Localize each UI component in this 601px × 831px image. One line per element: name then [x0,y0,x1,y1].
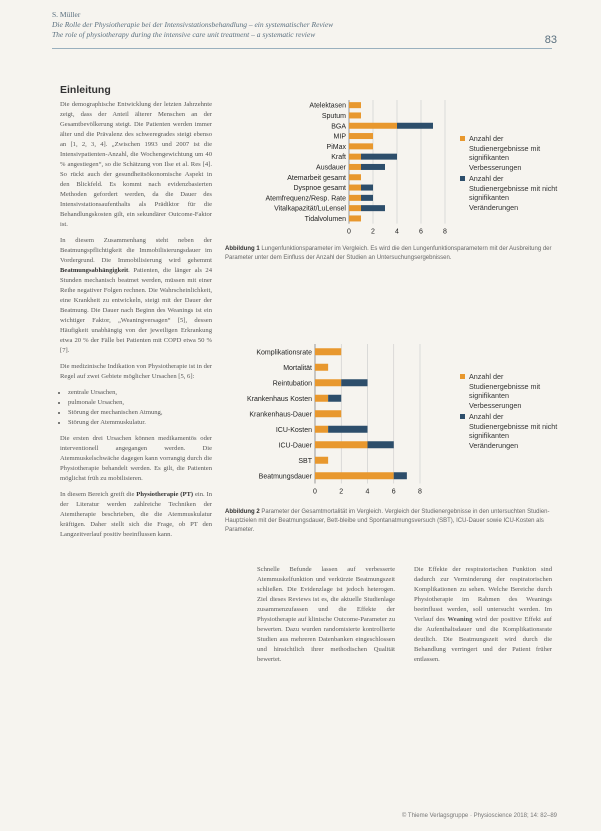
running-header [52,10,552,40]
bar-segment [349,215,361,221]
bar-segment [361,154,397,160]
x-tick-label: 6 [391,488,396,496]
list-item: • Störung der mechanischen Atmung, [68,408,212,418]
figure-1-legend [460,134,560,214]
category-label: Mortalität [283,364,312,372]
section-title: Einleitung [60,84,111,96]
category-label: Krankenhaus-Dauer [249,411,312,419]
cause-list [60,388,212,428]
x-tick-label: 4 [365,488,370,496]
list-item: • pulmonale Ursachen, [68,398,212,408]
bar-segment [349,112,361,118]
category-label: Reintubation [272,380,312,388]
figure-2-caption: Abbildung 2 Parameter der Gesamtmortalität im Vergleich. Vergleich der Studienergebnisse in den untersuchten Studien-Hauptzielen mit der Beatmungsdauer, Bett-bleibe und Spontanatmungsversuch (SBT), ICU-Dauer sowie ICU-Kosten als Parameter. [225,509,550,533]
legend-item-significant: Anzahl der Studienergebnisse mit signifikanten Verbesserungen [460,134,560,172]
figure-2-legend [460,372,560,452]
legend-swatch [460,414,465,419]
legend-item-nonsignificant: Anzahl der Studienergebnisse mit nicht signifikanten Veränderungen [460,174,560,212]
body-column-2: Schnelle Befunde lassen auf verbesserte Atemmuskelfunktion und verkürzte Beatmungszeit schließen. Die Evidenzlage ist jedoch heterogen. Ziel dieses Reviews ist es, die aktuelle Studienlage zusammenzufassen und die Effekte der Physiotherapie auf klinische Outcome-Parameter zu bewerten. Dazu wurden randomisierte kontrollierte Studien aus mehreren Datenbanken eingeschlossen und hinsichtlich ihrer methodischen Qualität bewertet. [257,566,395,663]
bar-segment [368,441,394,448]
bar-segment [349,143,373,149]
category-label: ICU-Dauer [278,442,312,450]
category-label: Ausdauer [316,164,346,172]
category-label: PiMax [326,143,346,151]
x-tick-label: 4 [395,228,399,236]
bar-segment [361,205,385,211]
figure-1-caption: Abbildung 1 Lungenfunktionsparameter im Vergleich. Es wird die den Lungenfunktionsparametern mit der Ausbreitung der Parameter unter dem Einfluss der Anzahl der Studien an Untersuchungsergebnissen. [225,246,552,261]
bar-segment [349,123,397,129]
page-footer: © Thieme Verlagsgruppe · Physioscience 2018; 14: 82–89 [401,813,557,819]
list-item: • zentrale Ursachen, [68,388,212,398]
category-label: Tidalvolumen [304,215,346,223]
legend-item-nonsignificant: Anzahl der Studienergebnisse mit nicht signifikanten Veränderungen [460,412,560,450]
bar-segment [361,164,385,170]
x-tick-label: 6 [419,228,423,236]
legend-swatch [460,136,465,141]
header-author: S. Müller [52,10,81,19]
x-tick-label: 2 [339,488,344,496]
category-label: SBT [298,457,312,465]
bar-segment [349,195,361,201]
category-label: Kraft [331,154,346,162]
body-column-3: Die Effekte der respiratorischen Funktion sind dadurch zur Verminderung der respiratorischen Komplikationen zu sehen. Welche Bereiche durch Physiotherapie im Rahmen des Weanings beeinflusst werden, soll untersucht werden. Im Verlauf des Weaning wird der positive Effekt auf die Aufenthaltsdauer und die Komplikationsrate deutlich. Die Beatmungszeit wird durch die Behandlung verringert und der Patient früher entlassen. [414,566,552,663]
bar-segment [315,395,328,402]
category-label: Atelektasen [309,102,346,110]
category-label: Komplikationsrate [256,349,312,357]
bar-segment [349,205,361,211]
category-label: BGA [331,123,346,131]
x-tick-label: 0 [347,228,351,236]
category-label: Atemarbeit gesamt [287,174,346,182]
paragraph-2: In diesem Zusammenhang steht neben der Beatmungspflichtigkeit die Immobilisierungsdauer im Vordergrund. Die Immobilisierung wird gehemmt Beatmungsabhängigkeit. Patienten, die länger als 24 Stunden mechanisch beatmet werden, müssen mit einer Reihe negativer Folgen rechnen. Die Wahrscheinlichkeit, eine Krankheit zu entwickeln, steigt mit der Dauer der Beatmung. Die Dauer nach Beginn des Weanings ist ein wichtiger Faktor, „Weaningversagen“ [5], dessen Häufigkeit unabhängig von der jeweiligen Erkrankung etwa 20 % der Fälle bei Patienten mit COPD etwa 50 % [7]. [60,237,212,354]
bar-segment [349,174,361,180]
paragraph-4: Die ersten drei Ursachen können medikamentös oder interventionell angegangen werden. Die Atemmuskelschwäche dagegen kann vorrangig durch die Physiotherapie behandelt werden. Es gilt, die Patienten möglichst früh zu mobilisieren. [60,435,212,482]
bar-segment [341,379,367,386]
bar-segment [397,123,433,129]
bar-segment [315,457,328,464]
category-label: Atemfrequenz/Resp. Rate [265,195,346,203]
bar-segment [315,472,394,479]
legend-item-significant: Anzahl der Studienergebnisse mit signifikanten Verbesserungen [460,372,560,410]
legend-swatch [460,374,465,379]
category-label: ICU-Kosten [275,426,312,434]
category-label: Krankenhaus Kosten [247,395,312,403]
category-label: Dyspnoe gesamt [293,185,346,193]
bold-term: Beatmungsabhängigkeit [60,267,129,274]
list-item: • Störung der Atemmuskulatur. [68,418,212,428]
x-tick-label: 2 [371,228,375,236]
paragraph-3: Die medizinische Indikation von Physiotherapie ist in der Regel auf zwei Gebiete möglicher Ursachen [5, 6]: [60,363,212,380]
bold-term: Physiotherapie (PT) [136,491,194,498]
bar-segment [328,395,341,402]
bar-segment [328,426,367,433]
header-title-de: Die Rolle der Physiotherapie bei der Intensivstationsbehandlung – ein systematischer Review [52,20,334,29]
body-column-1 [60,100,212,546]
category-label: Beatmungsdauer [258,473,312,481]
category-label: Vitalkapazität/LuLensel [274,205,346,213]
category-label: MIP [333,133,346,141]
bold-term: Weaning [447,616,473,623]
paragraph-5: In diesem Bereich greift die Physiotherapie (PT) ein. In der Literatur werden zahlreiche Techniken der Atemtherapie beschrieben, die die Atemmuskulatur kräftigen. Daher stellt sich die Frage, ob PT den Langzeitverlauf positiv beeinflussen kann. [60,491,213,538]
bar-segment [315,348,341,355]
paragraph-1: Die demographische Entwicklung der letzten Jahrzehnte zeigt, dass der Anteil älterer Menschen an der Gesamtbevölkerung steigt. Die Patienten werden immer älter und die Prävalenz des schweregrades steigt ebenso an [1, 2, 3, 4]. „Zwischen 1993 und 2007 ist die Intensivpatienten-Anzahl, die Wochengewichtung um 40 % angestiegen“, so die Schätzung von Ilse et al. Res [4]. So rückt auch der gesundheitsökonomische Aspekt in den Blickfeld. Es kommt nach evidenzbasierten Methoden gefordert werden, da die Dauer des Intensivstationsaufenthalts als Prädiktor für die Behandlungskosten gilt, ein sekundärer Outcome-Faktor ist. [60,101,212,228]
bar-segment [315,410,341,417]
header-title-en: The role of physiotherapy during the intensive care unit treatment – a systematic review [52,30,316,39]
x-tick-label: 0 [313,488,317,496]
legend-swatch [460,176,465,181]
figure-1-chart [225,96,450,241]
bar-segment [349,133,373,139]
bar-segment [315,441,368,448]
bar-segment [315,379,341,386]
bar-segment [315,364,328,371]
bar-segment [349,185,361,191]
bar-segment [361,185,373,191]
x-tick-label: 8 [418,488,422,496]
bar-segment [394,472,407,479]
bar-segment [349,164,361,170]
header-rule [52,48,552,49]
x-tick-label: 8 [443,228,447,236]
category-label: Sputum [321,112,346,120]
bar-segment [315,426,328,433]
figure-2-chart [225,340,450,500]
page-number: 83 [544,34,557,46]
bar-segment [349,102,361,108]
bar-segment [361,195,373,201]
bar-segment [349,154,361,160]
